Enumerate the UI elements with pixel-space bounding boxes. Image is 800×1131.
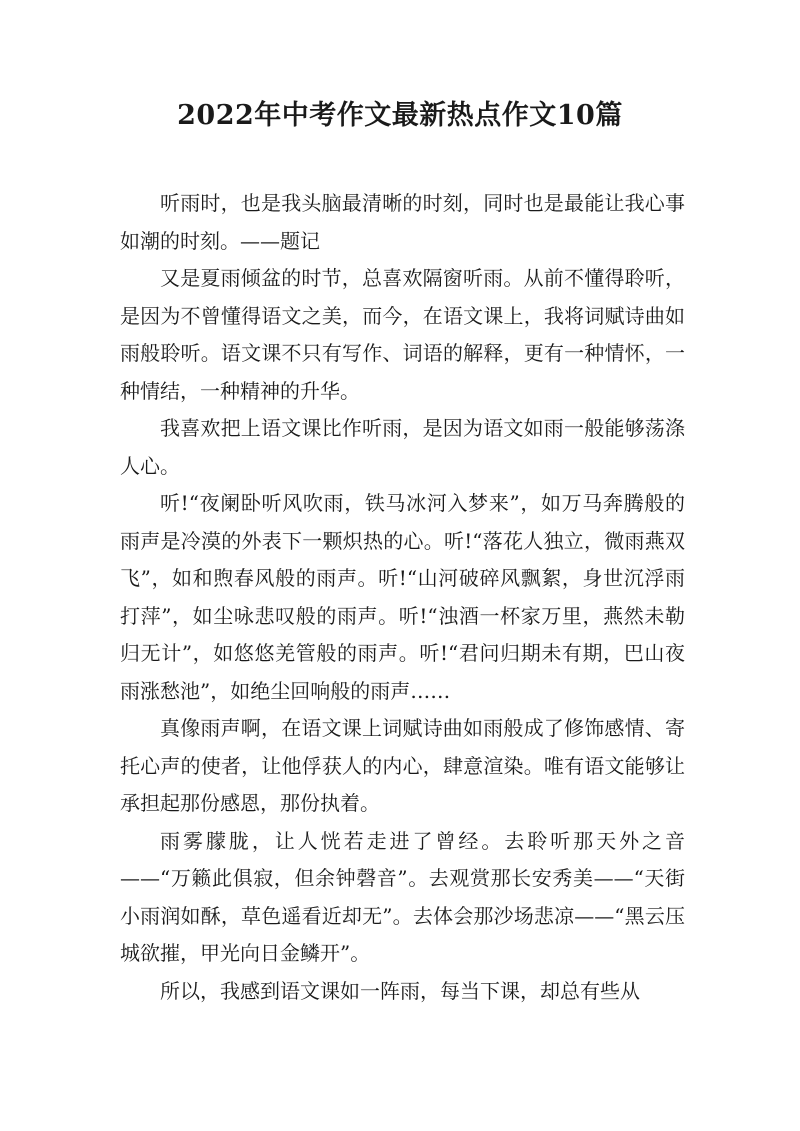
paragraph: 听!“夜阑卧听风吹雨，铁马冰河入梦来”，如万马奔腾般的雨声是冷漠的外表下一颗炽热的心。听!“落花人独立，微雨燕双飞”，如和煦春风般的雨声。听!“山河破碎风飘絮，身世沉浮雨打萍”，如尘咏悲叹般的雨声。听!“浊酒一杯家万里，燕然未勒归无计”，如悠悠羌管般的雨声。听!“君问归期未有期，巴山夜雨涨愁池”，如绝尘回响般的雨声…… (120, 491, 685, 703)
paragraph: 又是夏雨倾盆的时节，总喜欢隔窗听雨。从前不懂得聆听，是因为不曾懂得语文之美，而今，在语文课上，我将词赋诗曲如雨般聆听。语文课不只有写作、词语的解释，更有一种情怀，一种情结，一种精神的升华。 (120, 266, 685, 403)
paragraph: 雨雾朦胧，让人恍若走进了曾经。去聆听那天外之音——“万籁此俱寂，但余钟磬音”。去观赏那长安秀美——“天街小雨润如酥，草色遥看近却无”。去体会那沙场悲凉——“黑云压城欲摧，甲光向日金鳞开”。 (120, 828, 685, 965)
paragraph: 所以，我感到语文课如一阵雨，每当下课，却总有些从 (160, 978, 640, 1003)
paragraph-epigraph: 听雨时，也是我头脑最清晰的时刻，同时也是最能让我心事如潮的时刻。——题记 (120, 191, 685, 253)
document-title: 2022年中考作文最新热点作文10篇 (177, 100, 623, 131)
paragraph: 真像雨声啊，在语文课上词赋诗曲如雨般成了修饰感情、寄托心声的使者，让他俘获人的内心，肆意渲染。唯有语文能够让承担起那份感恩，那份执着。 (120, 716, 685, 815)
paragraph: 我喜欢把上语文课比作听雨，是因为语文如雨一般能够荡涤人心。 (120, 416, 685, 478)
document-body (120, 185, 685, 1010)
